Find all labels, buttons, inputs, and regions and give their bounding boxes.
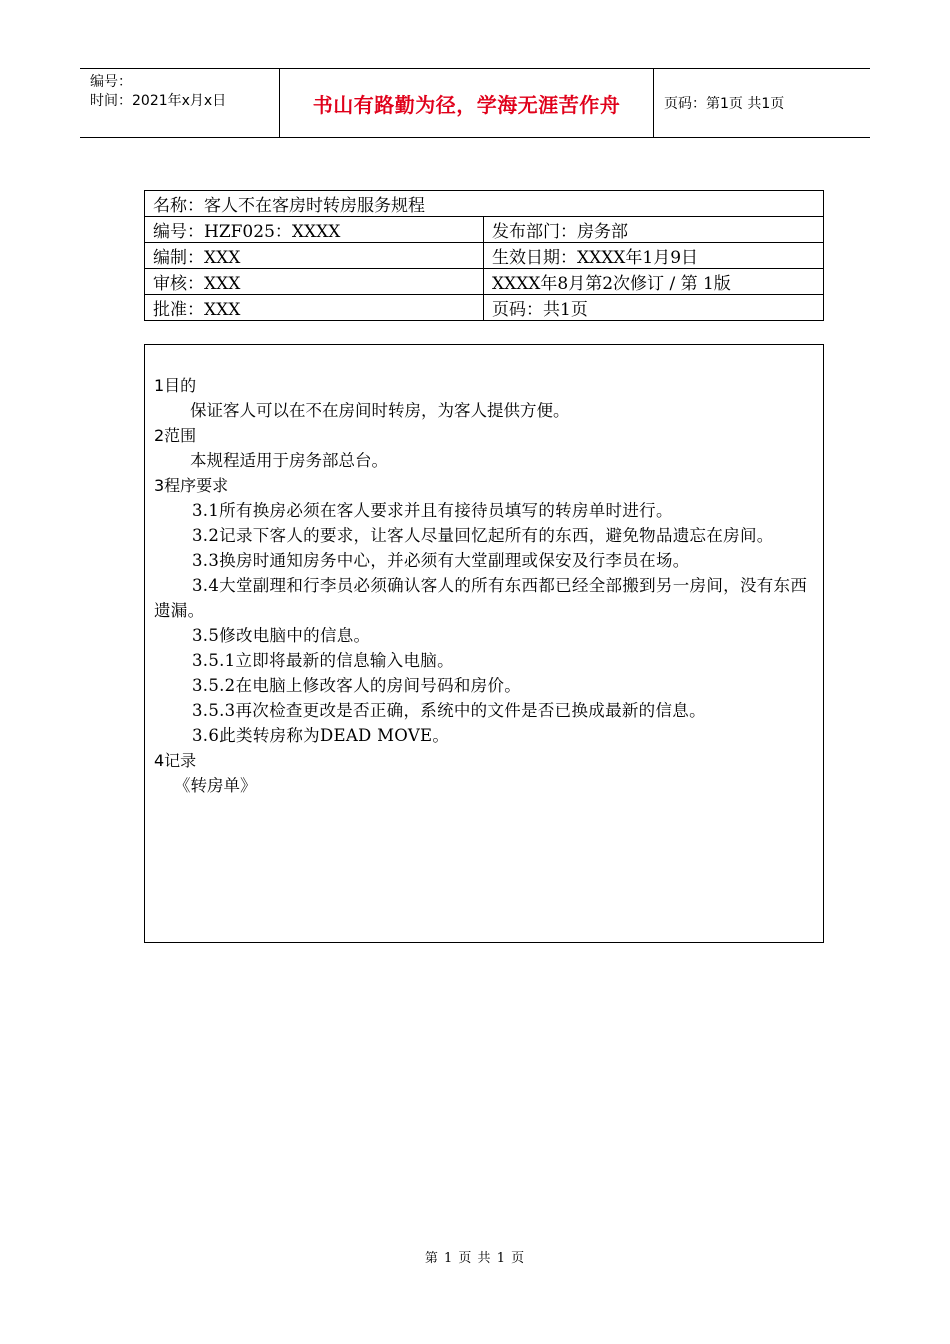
header-motto-cell: [280, 69, 654, 137]
doc-department: 发布部门：房务部: [484, 217, 824, 243]
section-scope-title: 2范围: [154, 426, 197, 445]
doc-pages: 页码：共1页: [484, 295, 824, 321]
info-row: [145, 243, 824, 269]
procedure-item: 3.1所有换房必须在客人要求并且有接待员填写的转房单时进行。: [192, 501, 673, 520]
page-header: [80, 68, 870, 138]
procedure-item: 3.3换房时通知房务中心，并必须有大堂副理或保安及行李员在场。: [192, 551, 690, 570]
section-purpose-title: 1目的: [154, 376, 197, 395]
header-number: 编号：: [90, 74, 132, 90]
procedure-list: [154, 498, 813, 748]
doc-effective-date: 生效日期：XXXX年1月9日: [484, 243, 824, 269]
header-meta: [80, 69, 280, 137]
header-page: 页码：第1页 共1页: [664, 96, 785, 112]
procedure-item: 3.5.2在电脑上修改客人的房间号码和房价。: [192, 676, 522, 695]
header-time: 时间：2021年x月x日: [90, 93, 227, 109]
doc-revision: XXXX年8月第2次修订 / 第 1版: [484, 269, 824, 295]
doc-name: 名称：客人不在客房时转房服务规程: [145, 191, 824, 217]
info-row: [145, 191, 824, 217]
info-row: [145, 269, 824, 295]
doc-reviewer: 审核：XXX: [145, 269, 484, 295]
info-row: [145, 217, 824, 243]
page-footer: 第 1 页 共 1 页: [424, 1251, 526, 1266]
doc-author: 编制：XXX: [145, 243, 484, 269]
section-purpose-text: 保证客人可以在不在房间时转房，为客人提供方便。: [190, 401, 570, 420]
procedure-item: 3.5.1立即将最新的信息输入电脑。: [192, 651, 454, 670]
document-info-table: [144, 190, 824, 321]
procedure-item: 3.6此类转房称为DEAD MOVE。: [192, 726, 450, 745]
header-motto: 书山有路勤为径，学海无涯苦作舟: [312, 92, 621, 117]
section-procedure-title: 3程序要求: [154, 476, 229, 495]
procedure-item: 3.5修改电脑中的信息。: [192, 626, 371, 645]
procedure-item: 3.2记录下客人的要求，让客人尽量回忆起所有的东西，避免物品遗忘在房间。: [192, 526, 774, 545]
procedure-item: 3.4大堂副理和行李员必须确认客人的所有东西都已经全部搬到另一房间，没有东西遗漏。: [154, 576, 808, 620]
section-records-title: 4记录: [154, 751, 197, 770]
doc-approver: 批准：XXX: [145, 295, 484, 321]
info-row: [145, 295, 824, 321]
section-scope-text: 本规程适用于房务部总台。: [190, 451, 388, 470]
procedure-item: 3.5.3再次检查更改是否正确，系统中的文件是否已换成最新的信息。: [192, 701, 706, 720]
section-records-text: 《转房单》: [174, 776, 257, 795]
procedure-content: [144, 344, 824, 943]
doc-code: 编号：HZF025：XXXX: [145, 217, 484, 243]
